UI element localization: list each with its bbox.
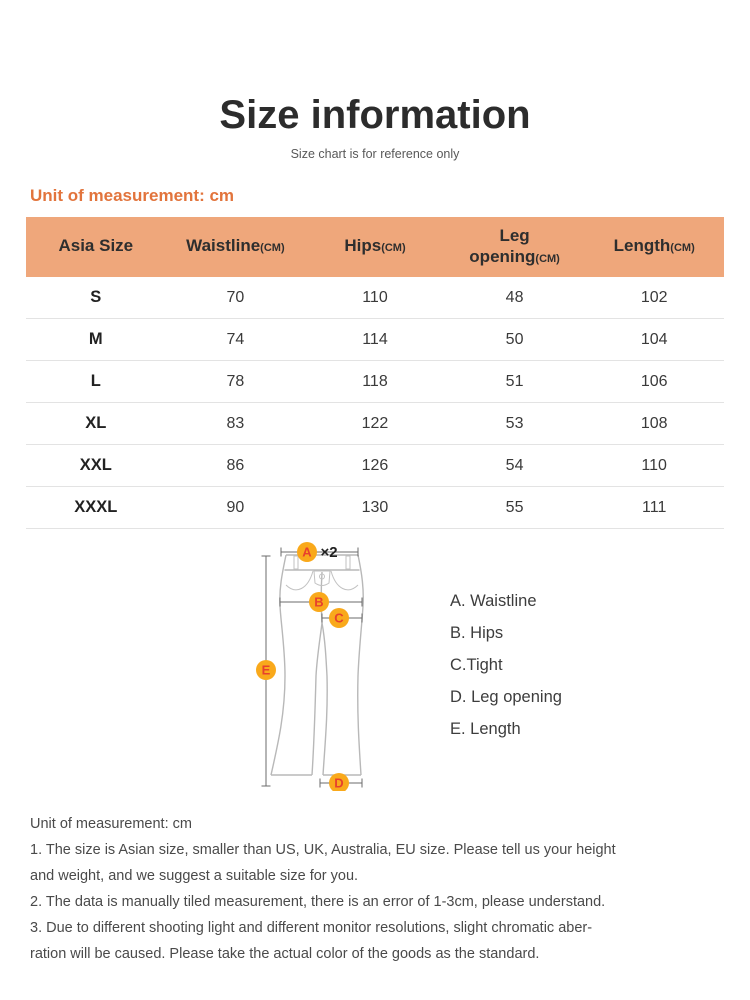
footer-note-line: 2. The data is manually tiled measurement, there is an error of 1-3cm, please understand. [30, 894, 606, 910]
value-cell: 104 [584, 319, 724, 361]
size-cell: XXXL [26, 487, 166, 529]
footer-unit-label: Unit of measurement: cm [30, 816, 192, 832]
value-cell: 110 [305, 277, 445, 319]
legend-item: A. Waistline [450, 592, 537, 610]
pants-outline [271, 555, 363, 775]
legend-item: E. Length [450, 720, 521, 738]
svg-text:B: B [314, 594, 324, 610]
value-cell: 86 [166, 445, 306, 487]
legend-item: B. Hips [450, 624, 504, 642]
value-cell: 54 [445, 445, 585, 487]
value-cell: 55 [445, 487, 585, 529]
badge-c-tight [329, 608, 349, 628]
value-cell: 83 [166, 403, 306, 445]
value-cell: 102 [584, 277, 724, 319]
size-cell: XXL [26, 445, 166, 487]
column-header-waistline: Waistline(CM) [166, 217, 306, 277]
value-cell: 78 [166, 361, 306, 403]
value-cell: 50 [445, 319, 585, 361]
footer-note-line: 1. The size is Asian size, smaller than US, UK, Australia, EU size. Please tell us your height [30, 842, 616, 858]
column-header-leg-opening: Leg opening(CM) [445, 217, 585, 277]
measurement-diagram-section [0, 529, 750, 807]
footer-note-line: ration will be caused. Please take the actual color of the goods as the standard. [30, 946, 540, 962]
value-cell: 111 [584, 487, 724, 529]
size-cell: M [26, 319, 166, 361]
footer-note-line: and weight, and we suggest a suitable size for you. [30, 868, 359, 884]
pants-diagram [240, 529, 390, 791]
value-cell: 48 [445, 277, 585, 319]
svg-text:A: A [302, 544, 312, 560]
footer-note-line: 3. Due to different shooting light and different monitor resolutions, slight chromatic aber- [30, 920, 593, 936]
table-row [26, 487, 724, 529]
size-table-header-row [26, 217, 724, 277]
value-cell: 51 [445, 361, 585, 403]
value-cell: 90 [166, 487, 306, 529]
page-subtitle: Size chart is for reference only [290, 147, 460, 161]
value-cell: 126 [305, 445, 445, 487]
badge-d-leg-opening [329, 773, 349, 791]
svg-text:C: C [334, 610, 344, 626]
table-row [26, 445, 724, 487]
table-row [26, 319, 724, 361]
legend-item: C.Tight [450, 656, 503, 674]
size-cell: XL [26, 403, 166, 445]
size-cell: S [26, 277, 166, 319]
table-row [26, 403, 724, 445]
badge-e-length [256, 660, 276, 680]
value-cell: 106 [584, 361, 724, 403]
value-cell: 53 [445, 403, 585, 445]
value-cell: 108 [584, 403, 724, 445]
value-cell: 70 [166, 277, 306, 319]
size-table [26, 217, 724, 529]
waist-multiplier-label: ×2 [320, 544, 338, 561]
value-cell: 110 [584, 445, 724, 487]
svg-text:D: D [334, 775, 344, 791]
column-header-length: Length(CM) [584, 217, 724, 277]
value-cell: 74 [166, 319, 306, 361]
legend-item: D. Leg opening [450, 688, 562, 706]
unit-of-measurement-label: Unit of measurement: cm [30, 186, 235, 205]
column-header-hips: Hips(CM) [305, 217, 445, 277]
table-row [26, 277, 724, 319]
column-header-asia-size: Asia Size [26, 217, 166, 277]
value-cell: 118 [305, 361, 445, 403]
measurement-legend [450, 585, 562, 745]
table-row [26, 361, 724, 403]
value-cell: 122 [305, 403, 445, 445]
svg-text:E: E [261, 662, 271, 678]
value-cell: 130 [305, 487, 445, 529]
value-cell: 114 [305, 319, 445, 361]
footer-notes [30, 811, 720, 967]
page-title: Size information [219, 93, 531, 137]
size-cell: L [26, 361, 166, 403]
badge-b-hips [309, 592, 329, 612]
